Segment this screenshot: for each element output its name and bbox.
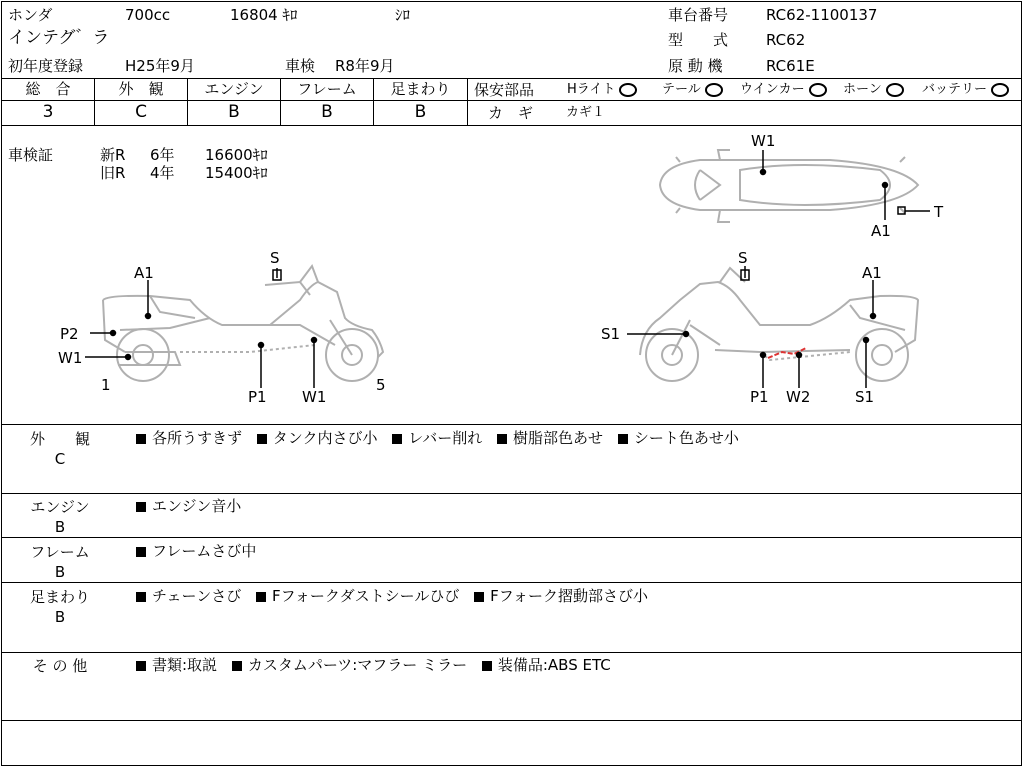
label-a1-left: A1	[134, 264, 154, 282]
safety-headlight: Hライト	[567, 81, 637, 99]
notes-divider	[1, 582, 1022, 583]
safety-tail: テール	[662, 81, 723, 99]
first-reg-value: H25年9月	[125, 57, 195, 75]
bullet-icon	[136, 502, 146, 512]
cert-old-label: 旧R	[100, 164, 126, 182]
label-t-top: T	[934, 203, 944, 221]
note-category-frame: フレーム	[30, 543, 90, 561]
maker: ホンダ	[8, 6, 53, 24]
type-label: 型 式	[668, 31, 729, 49]
bullet-icon	[136, 592, 146, 602]
key-label: カ ギ	[488, 104, 534, 122]
label-p2-left: P2	[60, 325, 79, 343]
label-a1-top: A1	[871, 222, 891, 240]
notes-divider	[1, 493, 1022, 494]
note-category-other: そ の 他	[32, 657, 88, 675]
label-w2-right: W2	[786, 388, 811, 406]
label-a1-right: A1	[862, 264, 882, 282]
key-value: カギ１	[566, 105, 606, 120]
bullet-icon	[392, 434, 402, 444]
label-s1b-right: S1	[855, 388, 875, 406]
frame-no-value: RC62-1100137	[766, 6, 878, 24]
grade-exterior-value: C	[135, 102, 147, 122]
grade-exterior-label: 外 観	[118, 80, 164, 98]
label-w1-top: W1	[751, 132, 776, 150]
note-items-frame: フレームさび中	[136, 541, 266, 561]
grade-engine-label: エンジン	[204, 80, 264, 98]
safety-winker: ウインカー	[740, 81, 827, 99]
cert-label: 車検証	[8, 146, 54, 164]
grade-frame-value: B	[321, 102, 333, 122]
bullet-icon	[497, 434, 507, 444]
cert-old-km: 15400ｷﾛ	[205, 164, 268, 182]
note-items-other: 書類:取説 カスタムパーツ:マフラー ミラー 装備品:ABS ETC	[136, 655, 621, 675]
note-items-suspension: チェーンさび Fフォークダストシールひび Fフォーク摺動部さび小	[136, 586, 658, 606]
note-grade-engine: B	[54, 518, 66, 536]
displacement: 700cc	[125, 6, 171, 24]
safety-label: 保安部品	[474, 81, 535, 99]
mileage: 16804 ｷﾛ	[230, 6, 298, 24]
notes-top-line	[1, 424, 1022, 425]
notes-divider	[1, 720, 1022, 721]
grade-frame-label: フレーム	[297, 80, 357, 98]
label-p1-left: P1	[248, 388, 267, 406]
inspection-label: 車検	[285, 57, 316, 75]
bullet-icon	[232, 661, 242, 671]
bullet-icon	[257, 434, 267, 444]
label-w1-left: W1	[58, 349, 83, 367]
bullet-icon	[256, 592, 266, 602]
bullet-icon	[618, 434, 628, 444]
bullet-icon	[136, 661, 146, 671]
type-value: RC62	[766, 31, 806, 49]
bullet-icon	[136, 434, 146, 444]
note-grade-suspension: B	[54, 608, 66, 626]
frame-no-label: 車台番号	[668, 6, 729, 24]
bullet-icon	[482, 661, 492, 671]
grade-overall-label: 総 合	[25, 80, 71, 98]
engine-value: RC61E	[766, 57, 815, 75]
label-w1b-left: W1	[302, 388, 327, 406]
label-s-right: S	[738, 249, 748, 267]
note-items-exterior: 各所うすきず タンク内さび小 レバー削れ 樹脂部色あせ シート色あせ小	[136, 428, 749, 448]
note-category-exterior: 外 観	[29, 430, 90, 448]
cert-new-km: 16600ｷﾛ	[205, 146, 268, 164]
grade-suspension-label: 足まわり	[390, 80, 451, 98]
notes-divider	[1, 537, 1022, 538]
label-1-left: 1	[101, 376, 111, 394]
notes-divider	[1, 652, 1022, 653]
grade-overall-value: 3	[42, 102, 54, 122]
cert-old-year: 4年	[150, 164, 175, 182]
note-category-suspension: 足まわり	[29, 588, 90, 606]
grade-engine-value: B	[228, 102, 240, 122]
label-s1-right: S1	[601, 325, 621, 343]
grade-suspension-value: B	[414, 102, 427, 122]
cert-new-year: 6年	[150, 146, 175, 164]
engine-label: 原 動 機	[668, 57, 723, 75]
bullet-icon	[136, 547, 146, 557]
bullet-icon	[474, 592, 484, 602]
inspection-value: R8年9月	[335, 57, 395, 75]
label-p1-right: P1	[750, 388, 769, 406]
cert-new-label: 新R	[100, 146, 126, 164]
note-grade-exterior: C	[54, 450, 66, 468]
model-name: インテグ゛ラ	[8, 28, 110, 48]
safety-battery: バッテリー	[922, 81, 1009, 99]
note-grade-frame: B	[54, 563, 66, 581]
scooter-left-view	[103, 266, 383, 381]
note-items-engine: エンジン音小	[136, 496, 251, 516]
safety-horn: ホーン	[843, 81, 904, 99]
first-reg-label: 初年度登録	[8, 57, 84, 75]
note-category-engine: エンジン	[30, 498, 90, 516]
scooter-top-view	[660, 150, 918, 222]
label-5-left: 5	[376, 376, 386, 394]
scooter-right-view	[640, 268, 918, 381]
body-color: ｼﾛ	[395, 6, 411, 24]
label-s-left: S	[270, 249, 280, 267]
